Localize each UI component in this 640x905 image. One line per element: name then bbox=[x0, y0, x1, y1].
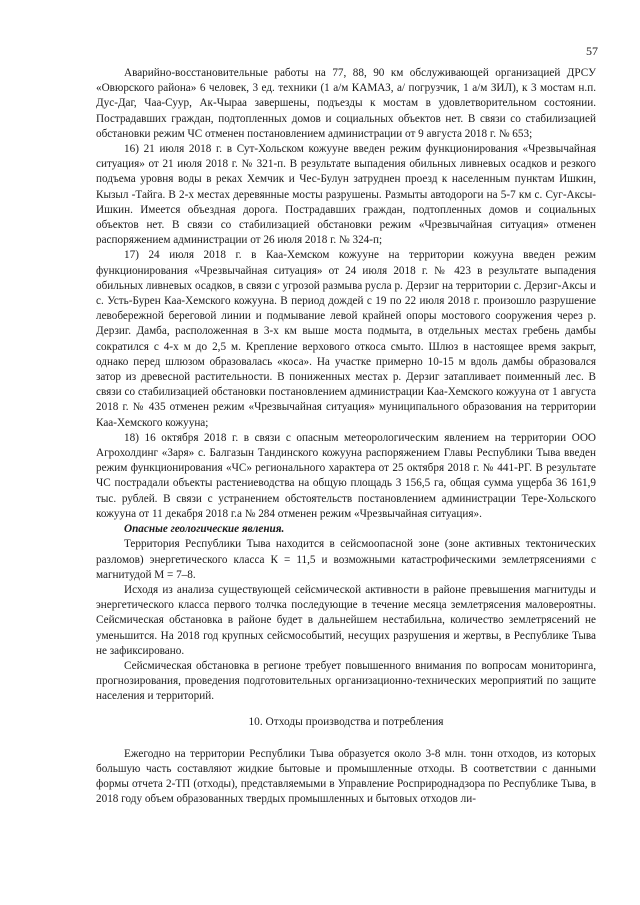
paragraph-item-17: 17) 24 июля 2018 г. в Каа-Хемском кожууне на территории кожууна введен режим функционирования «Чрезвычайная ситуация» от 24 июля 2018 г. № 423 в результате выпадения обильных ливневых осадков, в связи с угрозой размыва русла р. Дерзиг на территории с. Дерзиг-Аксы и с. Усть-Бурен Каа-Хемского кожууна. В период дождей с 19 по 22 июля 2018 г. произошло разрушение левобережной береговой линии и подмывание левой крайней опоры мостового сооружения через р. Дерзиг. Дамба, расположенная в 3-х км выше моста подмыта, в отдельных местах гребень дамбы сократился с 4-х м до 2,5 м. Крепление верхового откоса смыто. Шлюз в настоящее время закрыт, однако перед шлюзом образовалась «коса». На участке примерно 10-15 м вдоль дамбы образовался затор из древесной растительности. В пониженных местах р. Дерзиг затапливает поименный лес. В связи со стабилизацией обстановки постановлением администрации Каа-Хемского кожууна от 1 августа 2018 г. № 435 отменен режим «Чрезвычайная ситуация» муниципального образования на территории Каа-Хемского кожууна; bbox=[96, 249, 596, 429]
subheading-geological-hazards: Опасные геологические явления. bbox=[124, 523, 285, 536]
paragraph-seismic-zone: Территория Республики Тыва находится в сейсмоопасной зоне (зоне активных тектонических разломов) энергетического класса К = 11,5 и возможными катастрофическими землетрясениями с магнитудой М = 7–8. bbox=[96, 538, 596, 581]
paragraph-seismic-analysis: Исходя из анализа существующей сейсмической активности в районе превышения магнитуды и энергетического класса первого толчка последующие в течение месяца землетрясения маловероятны. Сейсмическая обстановка в районе будет в дальнейшем нестабильна, количество землетрясений не уменьшится. На 2018 год крупных сейсмособытий, несущих разрушения и жертвы, в Республике Тыва не зафиксировано. bbox=[96, 583, 596, 657]
document-body bbox=[96, 66, 596, 808]
paragraph-item-18: 18) 16 октября 2018 г. в связи с опасным метеорологическим явлением на территории ООО Агрохолдинг «Заря» с. Балгазын Тандинского кожууна распоряжением Главы Республики Тыва введен режим функционирования «ЧС» регионального характера от 25 октября 2018 г. № 441-РГ. В результате ЧС пострадали объекты растениеводства на общую площадь 3 156,5 га, общая сумма ущерба 36 161,9 тыс. рублей. В связи с устранением обстоятельств постановлением администрации Тере-Хольского кожууна от 11 декабря 2018 г.а № 284 отменен режим «Чрезвычайная ситуация». bbox=[96, 431, 596, 520]
paragraph-seismic-monitoring: Сейсмическая обстановка в регионе требует повышенного внимания по вопросам мониторинга, прогнозирования, проведения подготовительных организационно-технических мероприятий по защите населения и территорий. bbox=[96, 659, 596, 703]
section-title: 10. Отходы производства и потребления bbox=[248, 715, 444, 728]
paragraph-item-16: 16) 21 июля 2018 г. в Сут-Хольском кожууне введен режим функционирования «Чрезвычайная ситуация» от 21 июля 2018 г. № 321-п. В результате выпадения обильных ливневых осадков и резкого подъема уровня воды в реках Хемчик и Чес-Булун затруднен проезд к населенным пунктам Ишкин, Кызыл -Тайга. В 2-х местах деревянные мосты разрушены. Размыты автодороги на 5-7 км с. Суг-Аксы-Ишкин. Имеется объездная дорога. Пострадавших граждан, подтопленных домов и социальных объектов нет. В связи со стабилизацией обстановки режим «Чрезвычайная ситуация» отменен распоряжением администрации от 26 июля 2018 г. № 324-п; bbox=[96, 143, 596, 247]
paragraph-emergency-works: Аварийно-восстановительные работы на 77, 88, 90 км обслуживающей организацией ДРСУ «Овюрского района» 6 человек, 3 ед. техники (1 а/м КАМАЗ, а/ погрузчик, 1 а/м ЗИЛ), к 3 мостам н.п. Дус-Даг, Чаа-Суур, Ак-Чыраа завершены, подъезды к мостам в удовлетворительном состоянии. Пострадавших граждан, подтопленных домов и социальных объектов нет. В связи со стабилизацией обстановки режим ЧС отменен постановлением администрации от 9 августа 2018 г. № 653; bbox=[96, 67, 596, 140]
paragraph-waste-volume: Ежегодно на территории Республики Тыва образуется около 3-8 млн. тонн отходов, из которых большую часть составляют жидкие бытовые и промышленные отходы. В соответствии с данными формы отчета 2-ТП (отходы), представляемыми в Управление Росприроднадзора по Республике Тыва, в 2018 году объем образованных твердых промышленных и бытовых отходов ли- bbox=[96, 747, 596, 806]
page-number: 57 bbox=[586, 44, 598, 58]
